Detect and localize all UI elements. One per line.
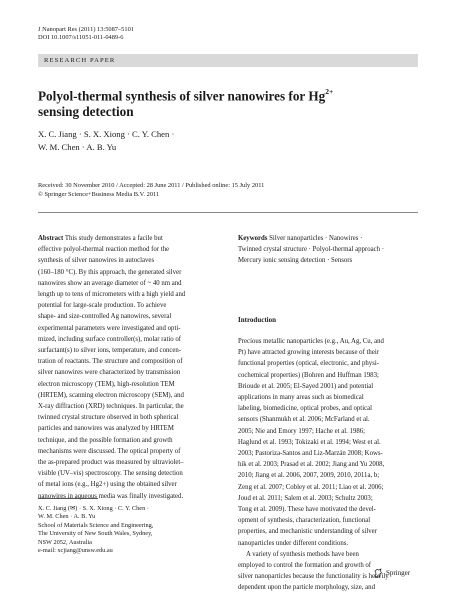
keywords-label: Keywords <box>238 235 268 242</box>
abstract-line: X-ray diffraction (XRD) techniques. In particular, the <box>38 403 184 411</box>
abstract-line: electron microscopy (TEM), high-resolution TEM <box>38 380 175 388</box>
introduction-body <box>238 336 418 594</box>
article-type-band: RESEARCH PAPER <box>38 54 418 67</box>
abstract-line: surfactant(s) to silver ions, temperature, and concen- <box>38 347 182 355</box>
author-affiliation-footnote <box>38 505 153 555</box>
abstract-line: synthesis of silver nanowires in autoclaves <box>38 257 155 265</box>
authors-line-1: X. C. Jiang · S. X. Xiong · C. Y. Chen · <box>38 129 175 139</box>
intro-line: A variety of synthesis methods have been <box>246 550 359 558</box>
intro-line: opment of synthesis, characterization, functional <box>238 517 371 525</box>
abstract-line: shape- and size-controlled Ag nanowires, several <box>38 313 172 321</box>
publisher-name: Springer <box>386 569 411 577</box>
intro-line: Zeng et al. 2007; Cobley et al. 2011; Liao et al. 2006; <box>238 483 384 491</box>
footnote-divider <box>38 498 98 499</box>
intro-line: Joud et al. 2011; Salem et al. 2003; Schultz 2003; <box>238 494 373 502</box>
abstract-text: This study demonstrates a facile but <box>63 235 163 242</box>
title-line-2: sensing detection <box>38 104 134 120</box>
paper-title <box>38 85 418 120</box>
intro-line: 2003; Pastoriza-Santos and Liz-Marzán 2008; Kows- <box>238 450 383 458</box>
abstract-line: effective polyol-thermal reaction method for the <box>38 246 170 254</box>
intro-line: Haglund et al. 1993; Tokizaki et al. 1994; West et al. <box>238 438 381 446</box>
intro-line: nanoparticles under different conditions. <box>238 539 349 547</box>
intro-line: cochemical properties) (Bohren and Huffman 1983; <box>238 371 379 379</box>
keywords-line: Twinned crystal structure · Polyol-thermal approach · <box>238 246 384 254</box>
abstract-line: nanowires show an average diameter of ~ 40 nm and <box>38 279 182 287</box>
intro-line: silver nanoparticles because the functionality is heavily <box>238 573 389 581</box>
abstract-line: nanowires in aqueous media was finally investigated. <box>38 492 184 500</box>
footnote-line: e-mail: xcjiang@unsw.edu.au <box>38 547 113 555</box>
abstract-line: silver nanowires were characterized by transmission <box>38 369 181 377</box>
authors-line-2: W. M. Chen · A. B. Yu <box>38 142 117 152</box>
intro-line: applications in many areas such as biomedical <box>238 394 364 402</box>
introduction-heading: Introduction <box>238 316 276 324</box>
author-list <box>38 128 174 154</box>
footnote-line: The University of New South Wales, Sydney, <box>38 530 153 538</box>
copyright-line: © Springer Science+Business Media B.V. 2011 <box>38 190 160 198</box>
footnote-line: X. C. Jiang (✉) · S. X. Xiong · C. Y. Chen · <box>38 505 149 512</box>
intro-line: hik et al. 2003; Prasad et al. 2002; Jiang and Yu 2008, <box>238 461 385 469</box>
abstract-line: technique, and the possible formation and growth <box>38 436 173 444</box>
intro-line: labeling, biomedicine, optical probes, and optical <box>238 405 373 413</box>
abstract-line: of metal ions (e.g., Hg2+) using the obtained silver <box>38 481 177 489</box>
abstract-line: mized, including surface controller(s), molar ratio of <box>38 335 182 343</box>
keywords-block <box>238 233 418 267</box>
journal-citation: J Nanopart Res (2011) 13:5087–5101 <box>38 26 134 33</box>
intro-line: Brioude et al. 2005; El-Sayed 2001) and potential <box>238 382 374 390</box>
doi: DOI 10.1007/s11051-011-0489-6 <box>38 34 124 42</box>
intro-line: sensors (Shanmukh et al. 2006; McFarland et al. <box>238 416 370 424</box>
footnote-line: School of Materials Science and Engineering, <box>38 521 154 529</box>
abstract-line: mechanisms were discussed. The optical property of <box>38 447 181 455</box>
intro-line: Pt) have attracted growing interests because of their <box>238 349 379 357</box>
abstract-line: visible (UV–vis) spectroscopy. The sensing detection <box>38 470 183 478</box>
publisher-logo <box>373 568 410 578</box>
header-divider <box>38 212 418 213</box>
publication-dates <box>38 182 264 199</box>
abstract-line: tration of reactants. The structure and composition of <box>38 358 183 366</box>
keywords-line <box>238 233 418 244</box>
abstract-line: particles and nanowires was analyzed by HRTEM <box>38 425 174 433</box>
running-header <box>38 26 134 42</box>
abstract-line: experimental parameters were investigated and opti- <box>38 324 181 332</box>
title-line-1: Polyol-thermal synthesis of silver nanowires for Hg <box>38 88 326 104</box>
abstract-line: the as-prepared product was measured by ultraviolet– <box>38 459 184 467</box>
intro-line: employed to control the formation and growth of <box>238 562 372 570</box>
title-superscript: 2+ <box>325 87 334 96</box>
footnote-line: NSW 2052, Australia <box>38 538 92 546</box>
intro-line: Precious metallic nanoparticles (e.g., Au, Ag, Cu, and <box>238 338 384 345</box>
keywords-text: Silver nanoparticles · Nanowires · <box>267 235 363 242</box>
dates-line: Received: 30 November 2010 / Accepted: 28 June 2011 / Published online: 15 July 2011 <box>38 182 265 189</box>
abstract-line: (160–180 °C). By this approach, the generated silver <box>38 268 182 276</box>
intro-line: dependent upon the particle morphology, size, and <box>238 584 375 592</box>
abstract-line: potential for large-scale production. To achieve <box>38 302 167 310</box>
intro-line: properties, and mechanistic understanding of silver <box>238 528 377 536</box>
footnote-line: W. M. Chen · A. B. Yu <box>38 513 96 521</box>
springer-horse-icon <box>373 568 383 578</box>
intro-line: 2005; Nie and Emory 1997; Hache et al. 1986; <box>238 427 366 435</box>
abstract-label: Abstract <box>38 235 64 242</box>
abstract-line: (HRTEM), scanning electron microscopy (SEM), and <box>38 391 184 399</box>
keywords-line: Mercury ionic sensing detection · Sensors <box>238 257 353 265</box>
abstract-line: length up to tens of micrometers with a high yield and <box>38 291 186 299</box>
abstract-block <box>38 233 220 502</box>
intro-line: Tong et al. 2009). These have motivated the devel- <box>238 506 376 514</box>
abstract-line <box>38 233 220 244</box>
abstract-line: twinned crystal structure observed in both spherical <box>38 414 179 422</box>
intro-line: functional properties (optical, electronic, and physi- <box>238 360 379 368</box>
intro-line: 2010; Jiang et al. 2006, 2007, 2009, 2010, 2011a, b; <box>238 472 380 480</box>
